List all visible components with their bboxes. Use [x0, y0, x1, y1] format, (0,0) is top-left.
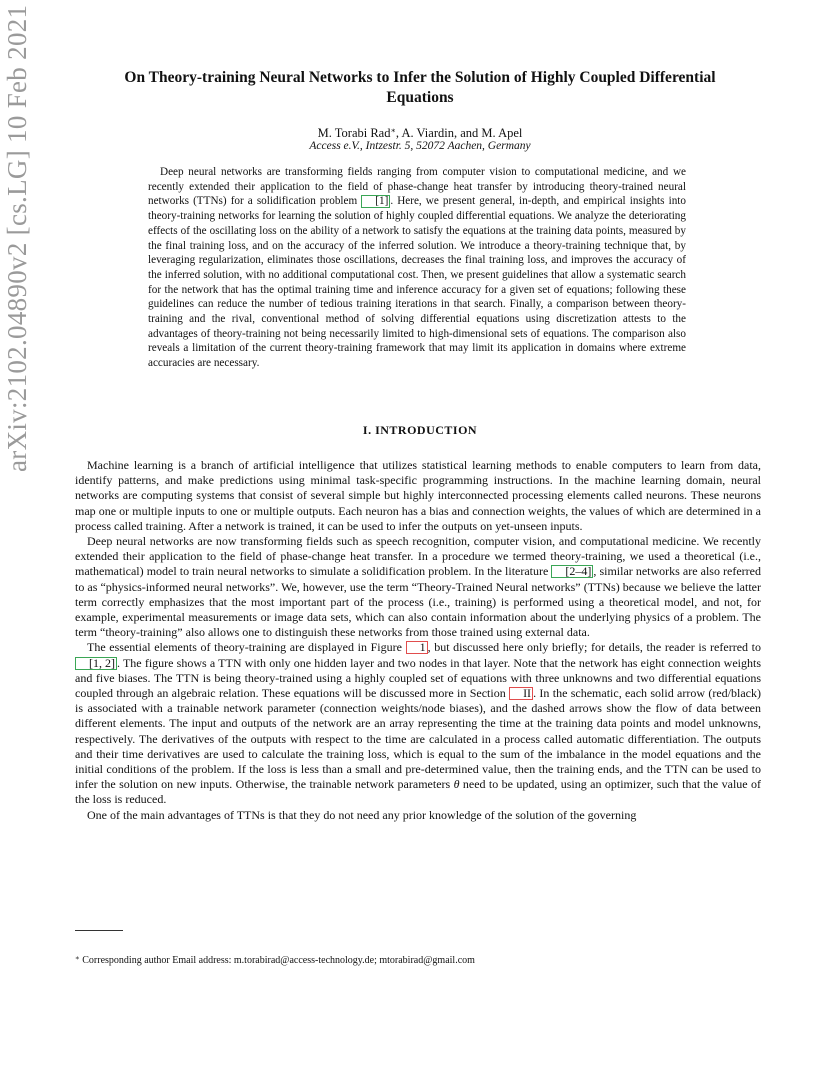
abstract-text-2: . Here, we present general, in-depth, and empirical insights into theory-training networks for learning the solution of highly coupled differential equations. We analyze the deteriorating effects of the oscillating loss on the ability of a network to satisfy the equations at the training data points, measured by the final training loss, and on the accuracy of the inferred solution. We introduce a theory-training technique that, by leveraging regularization, eliminates those oscillations, decreases the final training loss, and improves the accuracy of the inferred solution, with no additional computational cost. Then, we present guidelines that allow a systematic search for the network that has the optimal training time and inference accuracy for a given set of equations; following these guidelines can reduce the number of tedious training iterations in that search. Finally, a comparison between theory-training and the rival, conventional method of solving differential equations using discretization attests to the advantages of theory-training not being necessarily limited to high-dimensional sets of equations. The comparison also reveals a limitation of the current theory-training framework that may limit its application in domains where extreme accuracies are necessary.: [148, 195, 686, 370]
first-author: M. Torabi Rad: [317, 126, 391, 140]
author-footnote-mark: ∗: [390, 126, 396, 135]
other-authors: , A. Viardin, and M. Apel: [395, 126, 523, 140]
intro-paragraph-4: One of the main advantages of TTNs is that they do not need any prior knowledge of the solution of the governing: [87, 807, 637, 822]
paper-title: On Theory-training Neural Networks to Infer the Solution of Highly Coupled Differential Equations: [124, 69, 716, 106]
section-heading-introduction: I. INTRODUCTION: [362, 423, 478, 437]
section-reference-link[interactable]: II: [509, 687, 533, 700]
footnote: [75, 952, 761, 967]
paragraph-text: . The figure shows a TTN with only one hidden layer and two nodes in that layer. Note that the network has eight connection weights and five biases. The TTN is being theory-trained using a highly coupled set of equations with three unknowns and two differential equations coupled through an algebraic relation. These equations will be discussed more in Section: [75, 655, 761, 701]
figure-reference-link[interactable]: 1: [406, 641, 428, 654]
footnote-mark: ∗: [75, 954, 80, 962]
citation-link[interactable]: [1]: [361, 195, 390, 208]
abstract: [148, 165, 686, 371]
intro-paragraph-2: [75, 534, 761, 640]
paragraph-text: . In the schematic, each solid arrow (red/black) is associated with a trainable network parameter (connection weights/node biases), and the dashed arrows show the flow of data between different elements. The input and outputs of the network are an array representing the time at the training data points and model unknowns, respectively. The derivatives of the outputs with respect to the time are calculated in a process called automatic differentiation. The outputs and their time derivatives are used to calculate the training loss, which is equal to the sum of the imbalance in the model equations and the initial conditions of the problem. If the loss is less than a small and pre-determined value, then the training ends, and the TTN can be used to infer the solution on new inputs. Otherwise, the trainable network parameters: [75, 686, 761, 792]
paragraph-text: Deep neural networks are now transforming fields such as speech recognition, computer vision, and computational medicine. We recently extended their application to the field of phase-change heat transfer. In a procedure we termed theory-training, we used a theoretical (i.e., mathematical) model to train neural networks to simulate a solidification problem. In the literature: [75, 534, 761, 579]
arxiv-identifier-stamp: arXiv:2102.04890v2 [cs.LG] 10 Feb 2021: [2, 4, 32, 472]
theta-symbol: θ: [453, 777, 460, 792]
paragraph-text: The essential elements of theory-training are displayed in Figure: [87, 640, 406, 655]
introduction-body: [75, 458, 761, 823]
affiliation: Access e.V., Intzestr. 5, 52072 Aachen, Germany: [309, 140, 531, 152]
intro-paragraph-1: Machine learning is a branch of artificial intelligence that utilizes statistical learning methods to enable computers to learn from data, identify patterns, and make predictions using minimal task-specific programming instructions. In the machine learning domain, neural networks are computing systems that consist of several simple but highly interconnected processing elements called neurons. These neurons map one or multiple inputs to one or multiple outputs. Each neuron has a bias and connection weights, the values of which are determined in a process called training. After a network is trained, it can be used to infer the outputs on yet-unseen inputs.: [75, 458, 761, 533]
footnote-text: Corresponding author Email address: m.torabirad@access-technology.de; mtorabirad@gmail.com: [82, 955, 475, 966]
citation-link[interactable]: [1, 2]: [75, 657, 117, 670]
citation-link[interactable]: [2–4]: [551, 565, 593, 578]
footnote-rule: [75, 930, 123, 931]
intro-paragraph-3: [75, 640, 761, 807]
paragraph-text: need to be updated, using an optimizer, such that the value of the loss is reduced.: [75, 777, 761, 807]
paragraph-text: , but discussed here only briefly; for details, the reader is referred to: [427, 640, 761, 655]
paragraph-text: , similar networks are also referred to as “physics-informed neural networks”. We, however, use the term “Theory-Trained Neural networks” (TTNs) because we believe the latter term correctly emphasizes that the most important part of the process (i.e., training) is performed using a theoretical model, and not, for example, experimental measurements or image data sets, which can also contain information about the underlying physics of a problem. The term “theory-training” also allows one to distinguish these networks from those trained using external data.: [75, 564, 761, 640]
abstract-text-1: Deep neural networks are transforming fields ranging from computer vision to computational medicine, and we recently extended their application to the field of phase-change heat transfer by introducing theory-trained neural networks (TTNs) for a solidification problem: [148, 166, 686, 208]
